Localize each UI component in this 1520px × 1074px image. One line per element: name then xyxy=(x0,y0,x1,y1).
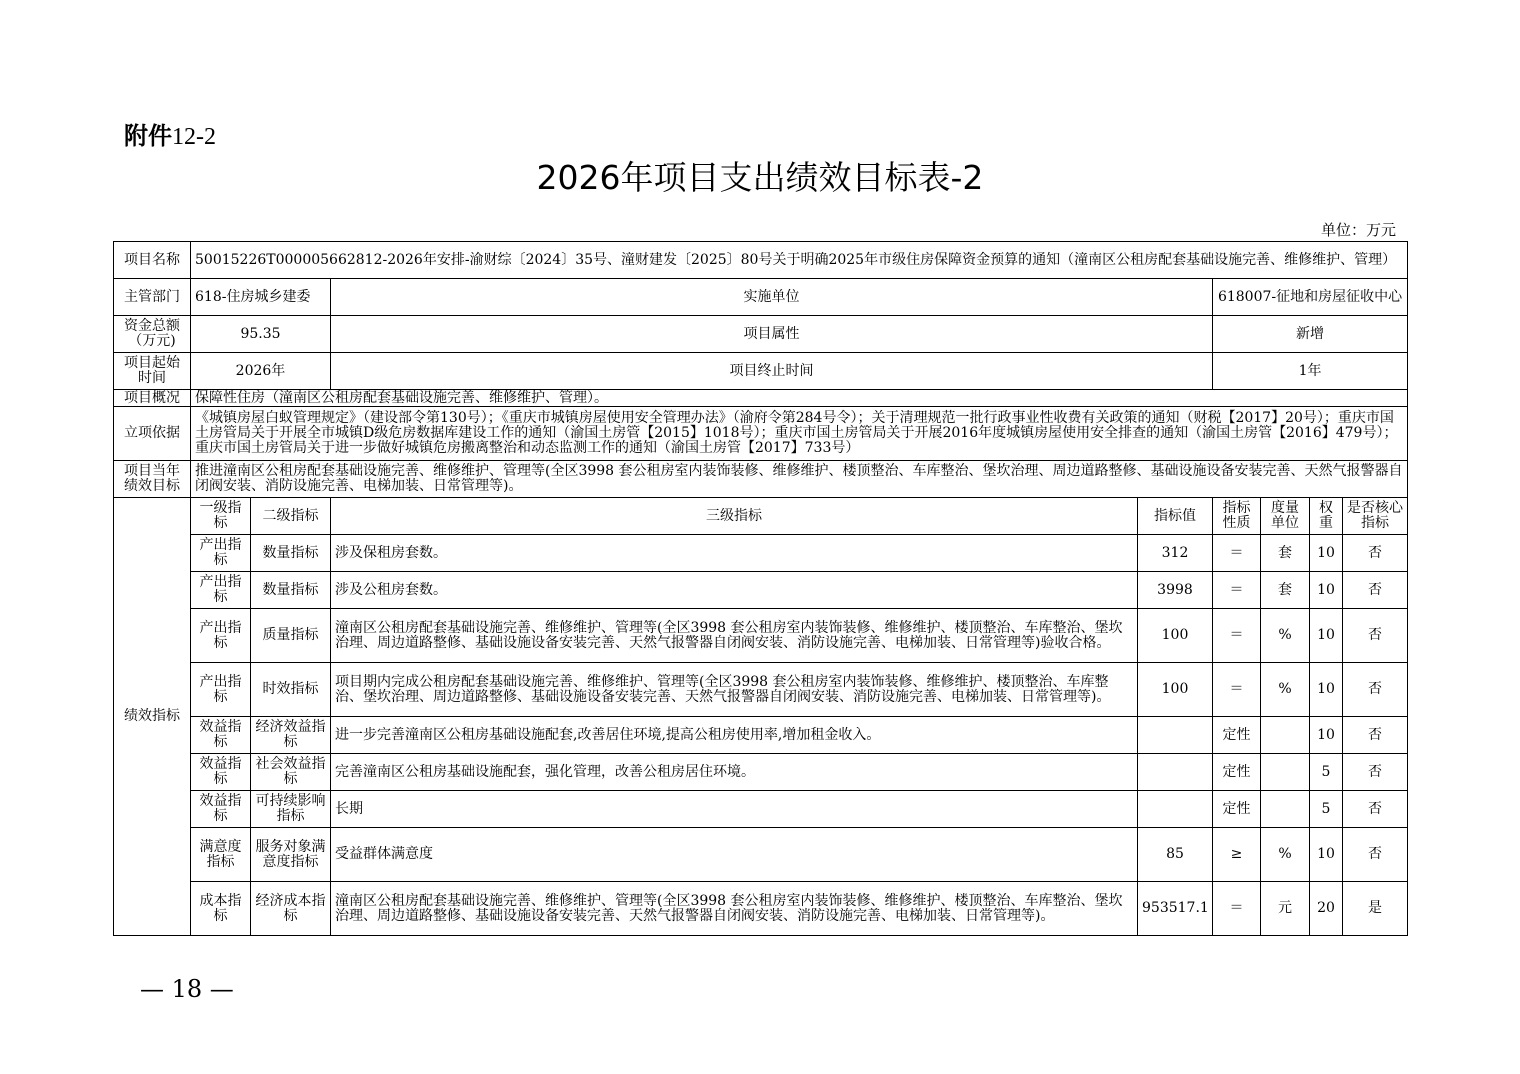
start-label: 项目起始时间 xyxy=(114,353,191,390)
indicator-value xyxy=(1138,791,1213,828)
indicator-weight: 10 xyxy=(1310,535,1343,572)
indicator-unit: 元 xyxy=(1261,882,1310,936)
goal-row xyxy=(114,461,1408,498)
indicator-value xyxy=(1138,754,1213,791)
attr-label: 项目属性 xyxy=(331,316,1213,353)
indicator-value: 953517.1 xyxy=(1138,882,1213,936)
indicator-nature: ≥ xyxy=(1213,828,1261,882)
impl-value: 618007-征地和房屋征收中心 xyxy=(1213,279,1408,316)
indicator-core: 否 xyxy=(1343,663,1408,717)
table-row xyxy=(114,791,1408,828)
indicator-unit xyxy=(1261,754,1310,791)
basis-row xyxy=(114,407,1408,461)
fund-value: 95.35 xyxy=(191,316,331,353)
indicator-level1: 产出指标 xyxy=(191,609,251,663)
indicator-weight: 5 xyxy=(1310,791,1343,828)
header-level2: 二级指标 xyxy=(251,498,331,535)
dept-value: 618-住房城乡建委 xyxy=(191,279,331,316)
indicator-level3: 涉及公租房套数。 xyxy=(331,572,1138,609)
indicator-weight: 10 xyxy=(1310,717,1343,754)
indicator-core: 是 xyxy=(1343,882,1408,936)
overview-value: 保障性住房（潼南区公租房配套基础设施完善、维修维护、管理）。 xyxy=(191,390,1408,407)
indicator-level3: 潼南区公租房配套基础设施完善、维修维护、管理等(全区3998 套公租房室内装饰装修、维修维护、楼顶整治、车库整治、堡坎治理、周边道路整修、基础设施设备安装完善、天然气报警器自闭阀安装、消防设施完善、电梯加装、日常管理等)。 xyxy=(331,882,1138,936)
indicator-core: 否 xyxy=(1343,754,1408,791)
header-core: 是否核心指标 xyxy=(1343,498,1408,535)
indicator-weight: 10 xyxy=(1310,609,1343,663)
indicator-level1: 满意度指标 xyxy=(191,828,251,882)
indicator-nature: 定性 xyxy=(1213,754,1261,791)
indicator-level2: 经济效益指标 xyxy=(251,717,331,754)
indicator-level2: 社会效益指标 xyxy=(251,754,331,791)
indicator-value: 312 xyxy=(1138,535,1213,572)
indicator-nature: ＝ xyxy=(1213,882,1261,936)
table-row xyxy=(114,609,1408,663)
indicator-unit: 套 xyxy=(1261,572,1310,609)
indicator-core: 否 xyxy=(1343,717,1408,754)
indicator-value: 100 xyxy=(1138,663,1213,717)
end-label: 项目终止时间 xyxy=(331,353,1213,390)
performance-table xyxy=(113,241,1408,936)
indicator-level2: 服务对象满意度指标 xyxy=(251,828,331,882)
header-value: 指标值 xyxy=(1138,498,1213,535)
indicator-nature: 定性 xyxy=(1213,717,1261,754)
indicator-level2: 经济成本指标 xyxy=(251,882,331,936)
indicator-weight: 10 xyxy=(1310,828,1343,882)
indicator-core: 否 xyxy=(1343,572,1408,609)
table-row xyxy=(114,754,1408,791)
attr-value: 新增 xyxy=(1213,316,1408,353)
unit-label: 单位：万元 xyxy=(1320,221,1396,239)
indicator-level3: 完善潼南区公租房基础设施配套，强化管理，改善公租房居住环境。 xyxy=(331,754,1138,791)
indicator-level1: 产出指标 xyxy=(191,535,251,572)
indicator-level3: 受益群体满意度 xyxy=(331,828,1138,882)
header-weight: 权重 xyxy=(1310,498,1343,535)
project-name-row xyxy=(114,242,1408,279)
project-name-value: 50015226T000005662812-2026年安排-渝财综〔2024〕35号、潼财建发〔2025〕80号关于明确2025年市级住房保障资金预算的通知（潼南区公租房配套基础设施完善、维修维护、管理） xyxy=(191,242,1408,279)
attachment-prefix: 附件 xyxy=(124,122,172,150)
overview-label: 项目概况 xyxy=(114,390,191,407)
indicator-core: 否 xyxy=(1343,609,1408,663)
goal-value: 推进潼南区公租房配套基础设施完善、维修维护、管理等(全区3998 套公租房室内装饰装修、维修维护、楼顶整治、车库整治、堡坎治理、周边道路整修、基础设施设备安装完善、天然气报警器自闭阀安装、消防设施完善、电梯加装、日常管理等)。 xyxy=(191,461,1408,498)
table-row xyxy=(114,535,1408,572)
impl-label: 实施单位 xyxy=(331,279,1213,316)
indicator-nature: ＝ xyxy=(1213,535,1261,572)
indicator-level3: 项目期内完成公租房配套基础设施完善、维修维护、管理等(全区3998 套公租房室内装饰装修、维修维护、楼顶整治、车库整治、堡坎治理、周边道路整修、基础设施设备安装完善、天然气报警器自闭阀安装、消防设施完善、电梯加装、日常管理等)。 xyxy=(331,663,1138,717)
indicator-value: 3998 xyxy=(1138,572,1213,609)
indicator-level1: 效益指标 xyxy=(191,717,251,754)
table-row xyxy=(114,717,1408,754)
indicator-weight: 20 xyxy=(1310,882,1343,936)
indicator-core: 否 xyxy=(1343,791,1408,828)
indicator-level1: 成本指标 xyxy=(191,882,251,936)
indicator-level3: 进一步完善潼南区公租房基础设施配套,改善居住环境,提高公租房使用率,增加租金收入。 xyxy=(331,717,1138,754)
header-level1: 一级指标 xyxy=(191,498,251,535)
fund-label: 资金总额（万元) xyxy=(114,316,191,353)
table-row xyxy=(114,828,1408,882)
indicator-weight: 10 xyxy=(1310,572,1343,609)
indicator-value: 85 xyxy=(1138,828,1213,882)
indicator-level1: 产出指标 xyxy=(191,572,251,609)
indicator-core: 否 xyxy=(1343,535,1408,572)
indicator-level3: 潼南区公租房配套基础设施完善、维修维护、管理等(全区3998 套公租房室内装饰装修、维修维护、楼顶整治、车库整治、堡坎治理、周边道路整修、基础设施设备安装完善、天然气报警器自闭阀安装、消防设施完善、电梯加装、日常管理等)验收合格。 xyxy=(331,609,1138,663)
dept-label: 主管部门 xyxy=(114,279,191,316)
indicator-unit: % xyxy=(1261,663,1310,717)
indicator-core: 否 xyxy=(1343,828,1408,882)
indicator-nature: ＝ xyxy=(1213,572,1261,609)
indicator-level2: 时效指标 xyxy=(251,663,331,717)
page-number: — 18 — xyxy=(140,975,234,1003)
indicator-unit xyxy=(1261,717,1310,754)
indicator-level2: 质量指标 xyxy=(251,609,331,663)
end-value: 1年 xyxy=(1213,353,1408,390)
indicator-level1: 效益指标 xyxy=(191,791,251,828)
attachment-label xyxy=(124,116,216,151)
indicator-unit: % xyxy=(1261,609,1310,663)
indicator-level1: 效益指标 xyxy=(191,754,251,791)
table-row xyxy=(114,663,1408,717)
indicator-level1: 产出指标 xyxy=(191,663,251,717)
goal-label: 项目当年绩效目标 xyxy=(114,461,191,498)
indicator-unit xyxy=(1261,791,1310,828)
indicator-level2: 可持续影响指标 xyxy=(251,791,331,828)
indicators-section-label: 绩效指标 xyxy=(114,498,191,936)
basis-value: 《城镇房屋白蚁管理规定》（建设部令第130号）；《重庆市城镇房屋使用安全管理办法》（渝府令第284号令）；关于清理规范一批行政事业性收费有关政策的通知（财税【2017】20号）；重庆市国土房管局关于开展全市城镇D级危房数据库建设工作的通知（渝国土房管【2015】1018号）；重庆市国土房管局关于开展2016年度城镇房屋使用安全排查的通知（渝国土房管【2016】479号）；重庆市国土房管局关于进一步做好城镇危房搬离整治和动态监测工作的通知（渝国土房管【2017】733号） xyxy=(191,407,1408,461)
header-nature: 指标性质 xyxy=(1213,498,1261,535)
indicator-unit: 套 xyxy=(1261,535,1310,572)
project-name-label: 项目名称 xyxy=(114,242,191,279)
indicator-level3: 涉及保租房套数。 xyxy=(331,535,1138,572)
page-title: 2026年项目支出绩效目标表-2 xyxy=(536,158,984,197)
indicator-level2: 数量指标 xyxy=(251,535,331,572)
attachment-number: 12-2 xyxy=(172,124,216,150)
indicator-header-row xyxy=(114,498,1408,535)
indicator-unit: % xyxy=(1261,828,1310,882)
fund-row xyxy=(114,316,1408,353)
basis-label: 立项依据 xyxy=(114,407,191,461)
table-row xyxy=(114,572,1408,609)
indicator-nature: 定性 xyxy=(1213,791,1261,828)
dept-row xyxy=(114,279,1408,316)
indicator-level2: 数量指标 xyxy=(251,572,331,609)
indicator-value xyxy=(1138,717,1213,754)
header-level3: 三级指标 xyxy=(331,498,1138,535)
indicator-nature: ＝ xyxy=(1213,609,1261,663)
indicator-level3: 长期 xyxy=(331,791,1138,828)
indicator-nature: ＝ xyxy=(1213,663,1261,717)
indicator-weight: 5 xyxy=(1310,754,1343,791)
indicator-value: 100 xyxy=(1138,609,1213,663)
time-row xyxy=(114,353,1408,390)
table-row xyxy=(114,882,1408,936)
header-unit: 度量单位 xyxy=(1261,498,1310,535)
start-value: 2026年 xyxy=(191,353,331,390)
overview-row xyxy=(114,390,1408,407)
indicator-weight: 10 xyxy=(1310,663,1343,717)
